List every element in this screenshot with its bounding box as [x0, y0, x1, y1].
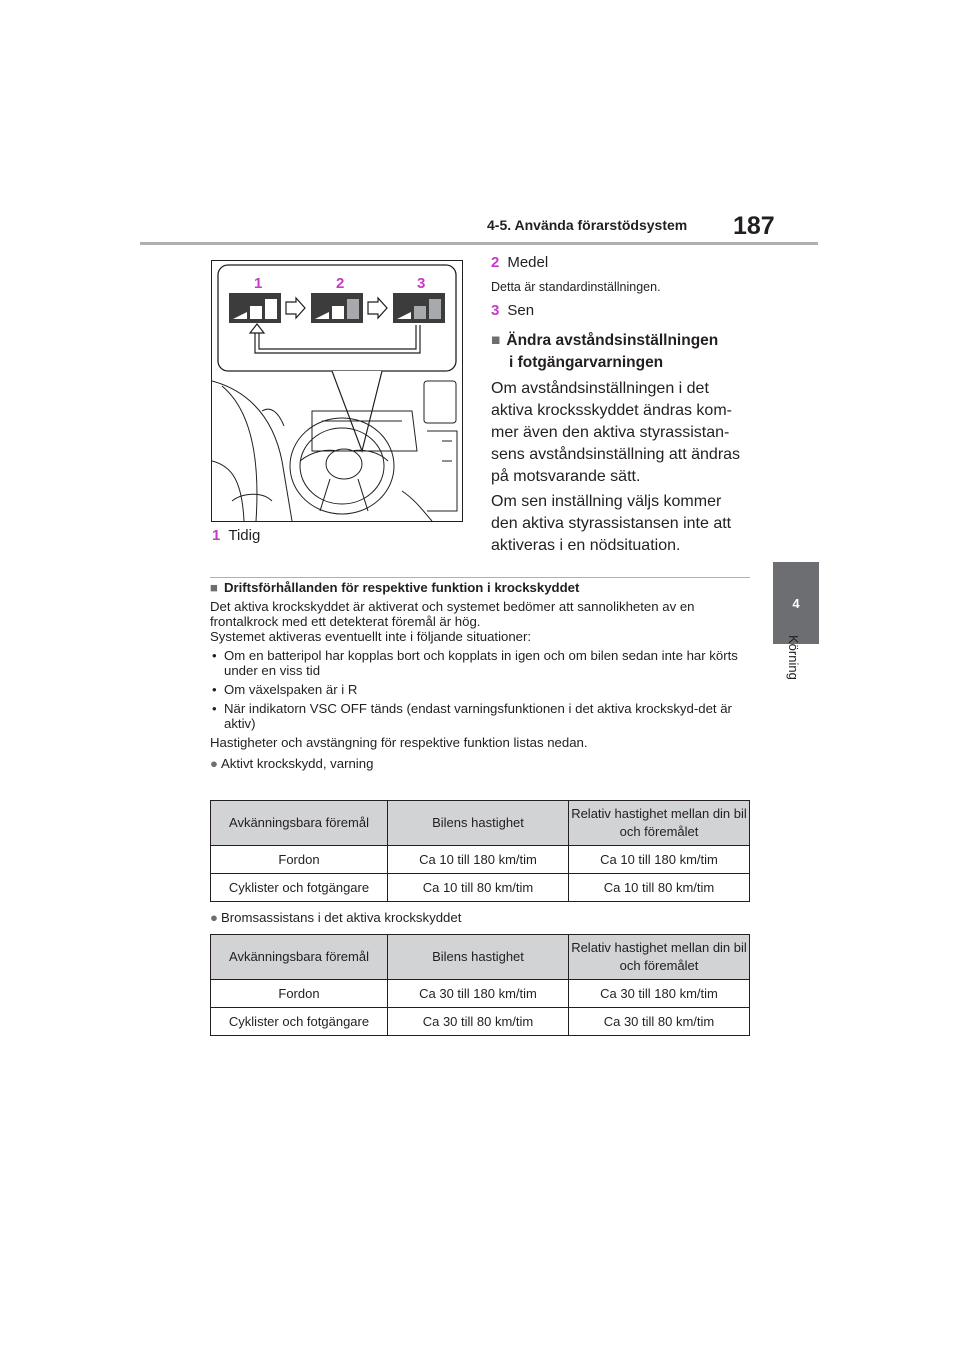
table-cell: Cyklister och fotgängare — [211, 1008, 388, 1036]
chapter-tab — [773, 562, 819, 644]
indicator-early-icon — [229, 293, 281, 323]
table-2-caption: ● Bromsassistans i det aktiva krockskyddet — [210, 910, 462, 925]
notes-intro: Det aktiva krockskyddet är aktiverat och systemet bedömer att sannolikheten av en frontalkrock med ett detekterat föremål är hög. — [210, 599, 695, 629]
table-header: Bilens hastighet — [388, 801, 569, 846]
speed-table-warning — [210, 800, 750, 902]
body-paragraph: Om avståndsinställningen i det aktiva krocksskyddet ändras kom-mer även den aktiva styrassistan-sens avståndsinställning att ändras på motsvarande sätt. — [491, 380, 741, 485]
notes-section — [210, 580, 755, 771]
square-bullet-icon: ■ — [210, 580, 218, 595]
table-header: Relativ hastighet mellan din bil och föremålet — [569, 801, 750, 846]
table-cell: Fordon — [211, 846, 388, 874]
step-2-note: Detta är standardinställningen. — [491, 280, 661, 294]
bullet-icon: • — [212, 648, 217, 663]
arrow-right-icon — [368, 298, 387, 318]
table-row — [211, 980, 750, 1008]
table-header: Bilens hastighet — [388, 935, 569, 980]
table-header-row — [211, 801, 750, 846]
body-paragraph: Om sen inställning väljs kommer den aktiva styrassistansen inte att aktiveras i en nödsituation. — [491, 493, 732, 554]
table-cell: Ca 30 till 80 km/tim — [569, 1008, 750, 1036]
divider — [210, 577, 750, 578]
table-cell: Ca 10 till 180 km/tim — [388, 846, 569, 874]
table-1-caption: ● Aktivt krockskydd, varning — [210, 756, 374, 771]
chapter-label: Körning — [786, 635, 801, 680]
table-cell: Cyklister och fotgängare — [211, 874, 388, 902]
figure-label-3: 3 — [417, 275, 426, 292]
table-cell: Ca 30 till 80 km/tim — [388, 1008, 569, 1036]
notes-heading: ■ Driftsförhållanden för respektive funktion i krockskyddet — [210, 580, 580, 595]
notes-closing: Hastigheter och avstängning för respektive funktion listas nedan. — [210, 735, 588, 750]
circle-bullet-icon: ● — [210, 910, 218, 925]
step-1 — [212, 527, 260, 544]
step-2 — [491, 254, 548, 271]
speed-table-brake-assist — [210, 934, 750, 1036]
arrow-right-icon — [286, 298, 305, 318]
table-cell: Ca 30 till 180 km/tim — [388, 980, 569, 1008]
indicator-late-icon — [393, 293, 445, 323]
dashboard-lineart — [212, 381, 457, 521]
table-row — [211, 846, 750, 874]
table-header: Relativ hastighet mellan din bil och föremålet — [569, 935, 750, 980]
circle-bullet-icon: ● — [210, 756, 218, 771]
step-number: 1 — [212, 527, 221, 544]
section-title: 4-5. Använda förarstödsystem — [487, 217, 688, 233]
indicator-medium-icon — [311, 293, 363, 323]
bullet-icon: • — [212, 682, 217, 697]
section-heading: ■ Ändra avståndsinställningen i fotgängarvarningen — [491, 332, 719, 371]
table-row — [211, 874, 750, 902]
table-cell: Ca 30 till 180 km/tim — [569, 980, 750, 1008]
list-item: • Om en batteripol har kopplas bort och kopplats in igen och om bilen sedan inte har körts under en viss tid — [212, 648, 738, 678]
figure-label-2: 2 — [336, 275, 345, 292]
list-item: • Om växelspaken är i R — [212, 682, 358, 697]
table-cell: Ca 10 till 80 km/tim — [569, 874, 750, 902]
bullet-icon: • — [212, 701, 217, 716]
table-cell: Ca 10 till 180 km/tim — [569, 846, 750, 874]
step-label: Tidig — [228, 527, 261, 544]
step-number: 3 — [491, 302, 500, 319]
table-row — [211, 1008, 750, 1036]
notes-intro: Systemet aktiveras eventuellt inte i följande situationer: — [210, 629, 532, 644]
step-number: 2 — [491, 254, 500, 271]
step-label: Medel — [507, 254, 549, 271]
chapter-number: 4 — [792, 595, 800, 611]
header-divider — [140, 242, 818, 245]
page-number: 187 — [733, 212, 775, 240]
distance-setting-illustration — [211, 260, 463, 522]
list-item: • När indikatorn VSC OFF tänds (endast varningsfunktionen i det aktiva krockskyd-det är aktiv) — [212, 701, 732, 731]
step-3 — [491, 302, 534, 319]
table-cell: Fordon — [211, 980, 388, 1008]
table-header: Avkänningsbara föremål — [211, 935, 388, 980]
table-cell: Ca 10 till 80 km/tim — [388, 874, 569, 902]
square-bullet-icon: ■ — [491, 332, 501, 349]
return-arrow-icon — [250, 324, 420, 353]
figure-label-1: 1 — [254, 275, 263, 292]
table-header: Avkänningsbara föremål — [211, 801, 388, 846]
table-header-row — [211, 935, 750, 980]
dashboard-illustration-svg — [212, 261, 462, 521]
step-label: Sen — [507, 302, 535, 319]
